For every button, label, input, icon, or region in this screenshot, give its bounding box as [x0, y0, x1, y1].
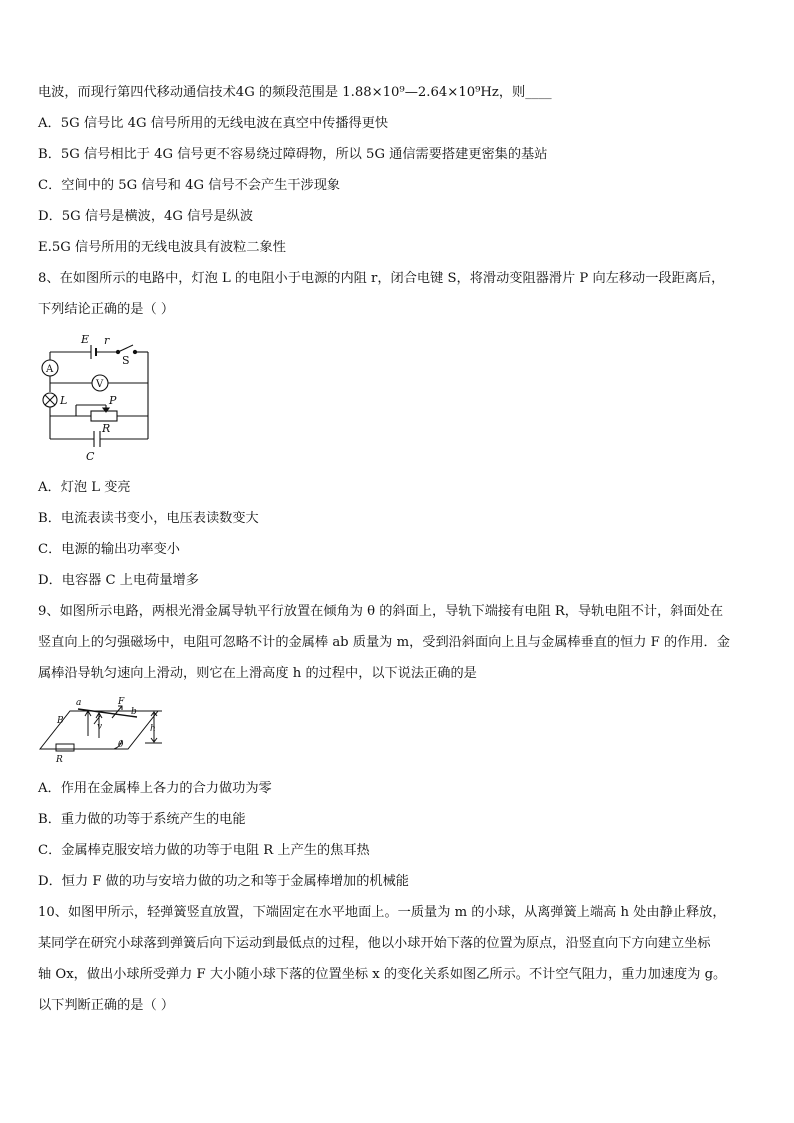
- q8-label-l: L: [60, 394, 68, 407]
- q9-stem-line1: 9、如图所示电路，两根光滑金属导轨平行放置在倾角为 θ 的斜面上，导轨下端接有电阻 R，导轨电阻不计，斜面处在: [38, 604, 724, 619]
- q8-label-a: A: [46, 364, 54, 375]
- q9-label-v: v: [97, 722, 103, 732]
- q9-option-d: D．恒力 F 做的功与安培力做的功之和等于金属棒增加的机械能: [38, 874, 409, 889]
- q9-incline-rails-diagram: [36, 696, 166, 766]
- q10-stem-line4: 以下判断正确的是（ ）: [38, 998, 175, 1013]
- q8-label-p: P: [109, 394, 117, 407]
- q7-option-b: B．5G 信号相比于 4G 信号更不容易绕过障碍物，所以 5G 通信需要搭建更密集的基站: [38, 147, 548, 162]
- q8-label-r: r: [104, 334, 110, 347]
- q8-option-b: B．电流表读书变小，电压表读数变大: [38, 511, 259, 526]
- q9-label-b: b: [131, 707, 137, 717]
- q8-stem-line1: 8、在如图所示的电路中，灯泡 L 的电阻小于电源的内阻 r，闭合电键 S，将滑动变阻器滑片 P 向左移动一段距离后，: [38, 271, 725, 286]
- q8-option-c: C．电源的输出功率变小: [38, 542, 180, 557]
- q8-label-s: S: [122, 354, 130, 367]
- q8-option-d: D．电容器 C 上电荷量增多: [38, 573, 199, 588]
- q9-label-a: a: [76, 698, 82, 708]
- q9-label-f: F: [118, 697, 125, 707]
- q8-circuit-diagram: [36, 332, 166, 464]
- q8-label-e: E: [81, 333, 90, 346]
- q10-stem-line1: 10、如图甲所示，轻弹簧竖直放置，下端固定在水平地面上。一质量为 m 的小球，从离弹簧上端高 h 处由静止释放，: [38, 905, 726, 920]
- q8-label-v: V: [96, 379, 104, 390]
- q8-label-c: C: [86, 450, 95, 463]
- q7-option-d: D．5G 信号是横波，4G 信号是纵波: [38, 209, 254, 224]
- q9-option-b: B．重力做的功等于系统产生的电能: [38, 812, 246, 827]
- q7-option-c: C．空间中的 5G 信号和 4G 信号不会产生干涉现象: [38, 178, 341, 193]
- q9-label-field-b: B: [57, 716, 64, 726]
- q10-stem-line2: 某同学在研究小球落到弹簧后向下运动到最低点的过程，他以小球开始下落的位置为原点，沿竖直向下方向建立坐标: [38, 936, 711, 951]
- q8-option-a: A．灯泡 L 变亮: [38, 480, 131, 495]
- q9-option-a: A．作用在金属棒上各力的合力做功为零: [38, 781, 272, 796]
- q7-stem-tail: 电波，而现行第四代移动通信技术4G 的频段范围是 1.88×10⁹—2.64×10⁹Hz，则____: [38, 85, 552, 100]
- q7-option-a: A．5G 信号比 4G 信号所用的无线电波在真空中传播得更快: [38, 116, 389, 131]
- q10-stem-line3: 轴 Ox，做出小球所受弹力 F 大小随小球下落的位置坐标 x 的变化关系如图乙所示。不计空气阻力，重力加速度为 g。: [38, 967, 727, 982]
- q9-label-h: h: [150, 724, 156, 734]
- q9-label-r: R: [56, 755, 63, 765]
- q8-label-rheostat: R: [102, 422, 111, 435]
- q8-stem-line2: 下列结论正确的是（ ）: [38, 302, 175, 317]
- q9-option-c: C．金属棒克服安培力做的功等于电阻 R 上产生的焦耳热: [38, 843, 370, 858]
- q7-option-e: E.5G 信号所用的无线电波具有波粒二象性: [38, 240, 286, 255]
- q9-stem-line3: 属棒沿导轨匀速向上滑动，则它在上滑高度 h 的过程中，以下说法正确的是: [38, 666, 477, 681]
- q9-label-theta: θ: [118, 740, 124, 750]
- q9-stem-line2: 竖直向上的匀强磁场中，电阻可忽略不计的金属棒 ab 质量为 m，受到沿斜面向上且与金属棒垂直的恒力 F 的作用．金: [38, 635, 730, 650]
